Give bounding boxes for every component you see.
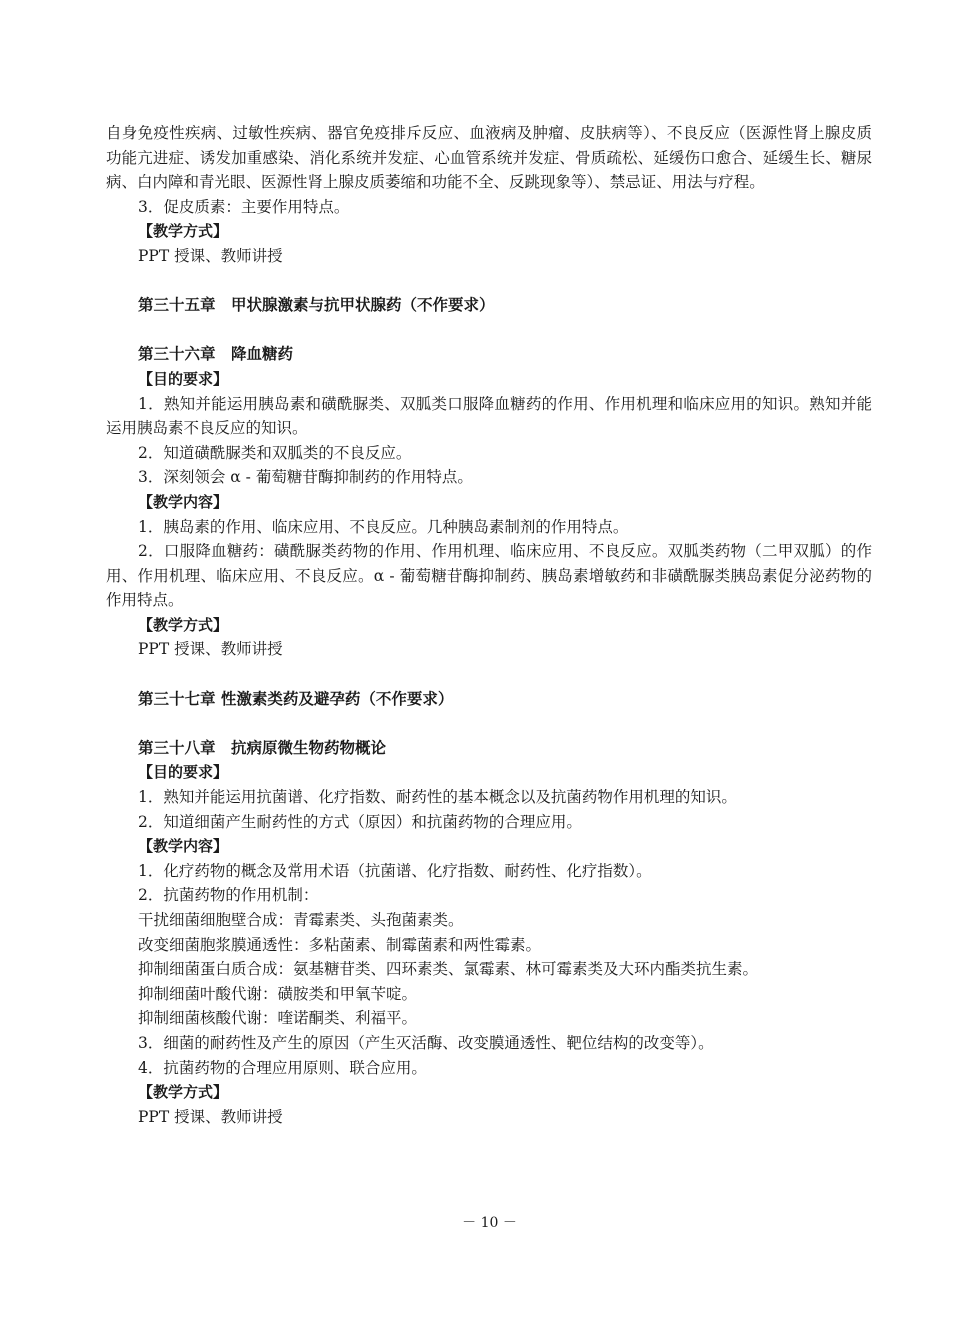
list-item: 4．抗菌药物的合理应用原则、联合应用。 [138, 1058, 427, 1077]
list-item: 3．深刻领会 α - 葡萄糖苷酶抑制药的作用特点。 [138, 468, 473, 487]
list-item: PPT 授课、教师讲授 [138, 1107, 283, 1126]
chapter-heading: 第三十七章 性激素类药及避孕药（不作要求） [138, 689, 454, 708]
chapter-heading: 第三十六章 降血糖药 [138, 345, 294, 364]
section-label: 【教学方式】 [138, 615, 229, 634]
spacer [106, 318, 872, 343]
list-item: 1．化疗药物的概念及常用术语（抗菌谱、化疗指数、耐药性、化疗指数）。 [138, 861, 652, 880]
list-item: 2．知道细菌产生耐药性的方式（原因）和抗菌药物的合理应用。 [138, 812, 582, 831]
list-item: PPT 授课、教师讲授 [138, 640, 283, 659]
list-item: PPT 授课、教师讲授 [138, 246, 283, 265]
list-item: 2．抗菌药物的作用机制： [138, 886, 319, 905]
section-label: 【教学内容】 [138, 837, 229, 856]
continued-paragraph: 自身免疫性疾病、过敏性疾病、器官免疫排斥反应、血液病及肿瘤、皮肤病等）、不良反应（医源性肾上腺皮质功能亢进症、诱发加重感染、消化系统并发症、心血管系统并发症、骨质疏松、延缓伤口愈合、延缓生长、糖尿病、白内障和青光眼、医源性肾上腺皮质萎缩和功能不全、反跳现象等）、禁忌证、用法与疗程。 [106, 124, 872, 192]
list-item: 2．口服降血糖药：磺酰脲类药物的作用、作用机理、临床应用、不良反应。双胍类药物（二甲双胍）的作用、作用机理、临床应用、不良反应。α - 葡萄糖苷酶抑制药、胰岛素增敏药和非磺酰脲类胰岛素促分泌药物的作用特点。 [106, 542, 872, 610]
document-body [106, 121, 872, 1129]
list-item: 改变细菌胞浆膜通透性：多粘菌素、制霉菌素和两性霉素。 [138, 935, 542, 954]
list-item: 2．知道磺酰脲类和双胍类的不良反应。 [138, 443, 412, 462]
list-item: 抑制细菌蛋白质合成：氨基糖苷类、四环素类、氯霉素、林可霉素类及大环内酯类抗生素。 [138, 960, 759, 979]
page-number: － 10 － [462, 1215, 517, 1231]
chapter-heading: 第三十五章 甲状腺激素与抗甲状腺药（不作要求） [138, 296, 495, 315]
section-label: 【目的要求】 [138, 763, 229, 782]
section-label: 【教学方式】 [138, 222, 229, 241]
section-label: 【教学方式】 [138, 1083, 229, 1102]
list-item: 1．熟知并能运用抗菌谱、化疗指数、耐药性的基本概念以及抗菌药物作用机理的知识。 [138, 788, 737, 807]
section-label: 【教学内容】 [138, 492, 229, 511]
list-item: 1．熟知并能运用胰岛素和磺酰脲类、双胍类口服降血糖药的作用、作用机理和临床应用的知识。熟知并能运用胰岛素不良反应的知识。 [106, 394, 872, 438]
list-item: 3．促皮质素：主要作用特点。 [138, 197, 350, 216]
list-item: 抑制细菌叶酸代谢：磺胺类和甲氧苄啶。 [138, 984, 418, 1003]
section-label: 【目的要求】 [138, 369, 229, 388]
spacer [106, 269, 872, 294]
chapter-heading: 第三十八章 抗病原微生物药物概论 [138, 738, 387, 757]
list-item: 干扰细菌细胞壁合成：青霉素类、头孢菌素类。 [138, 911, 464, 929]
list-item: 1．胰岛素的作用、临床应用、不良反应。几种胰岛素制剂的作用特点。 [138, 517, 629, 536]
list-item: 抑制细菌核酸代谢：喹诺酮类、利福平。 [138, 1009, 418, 1028]
spacer [106, 662, 872, 687]
list-item: 3．细菌的耐药性及产生的原因（产生灭活酶、改变膜通透性、靶位结构的改变等）。 [138, 1033, 714, 1052]
spacer [106, 711, 872, 736]
